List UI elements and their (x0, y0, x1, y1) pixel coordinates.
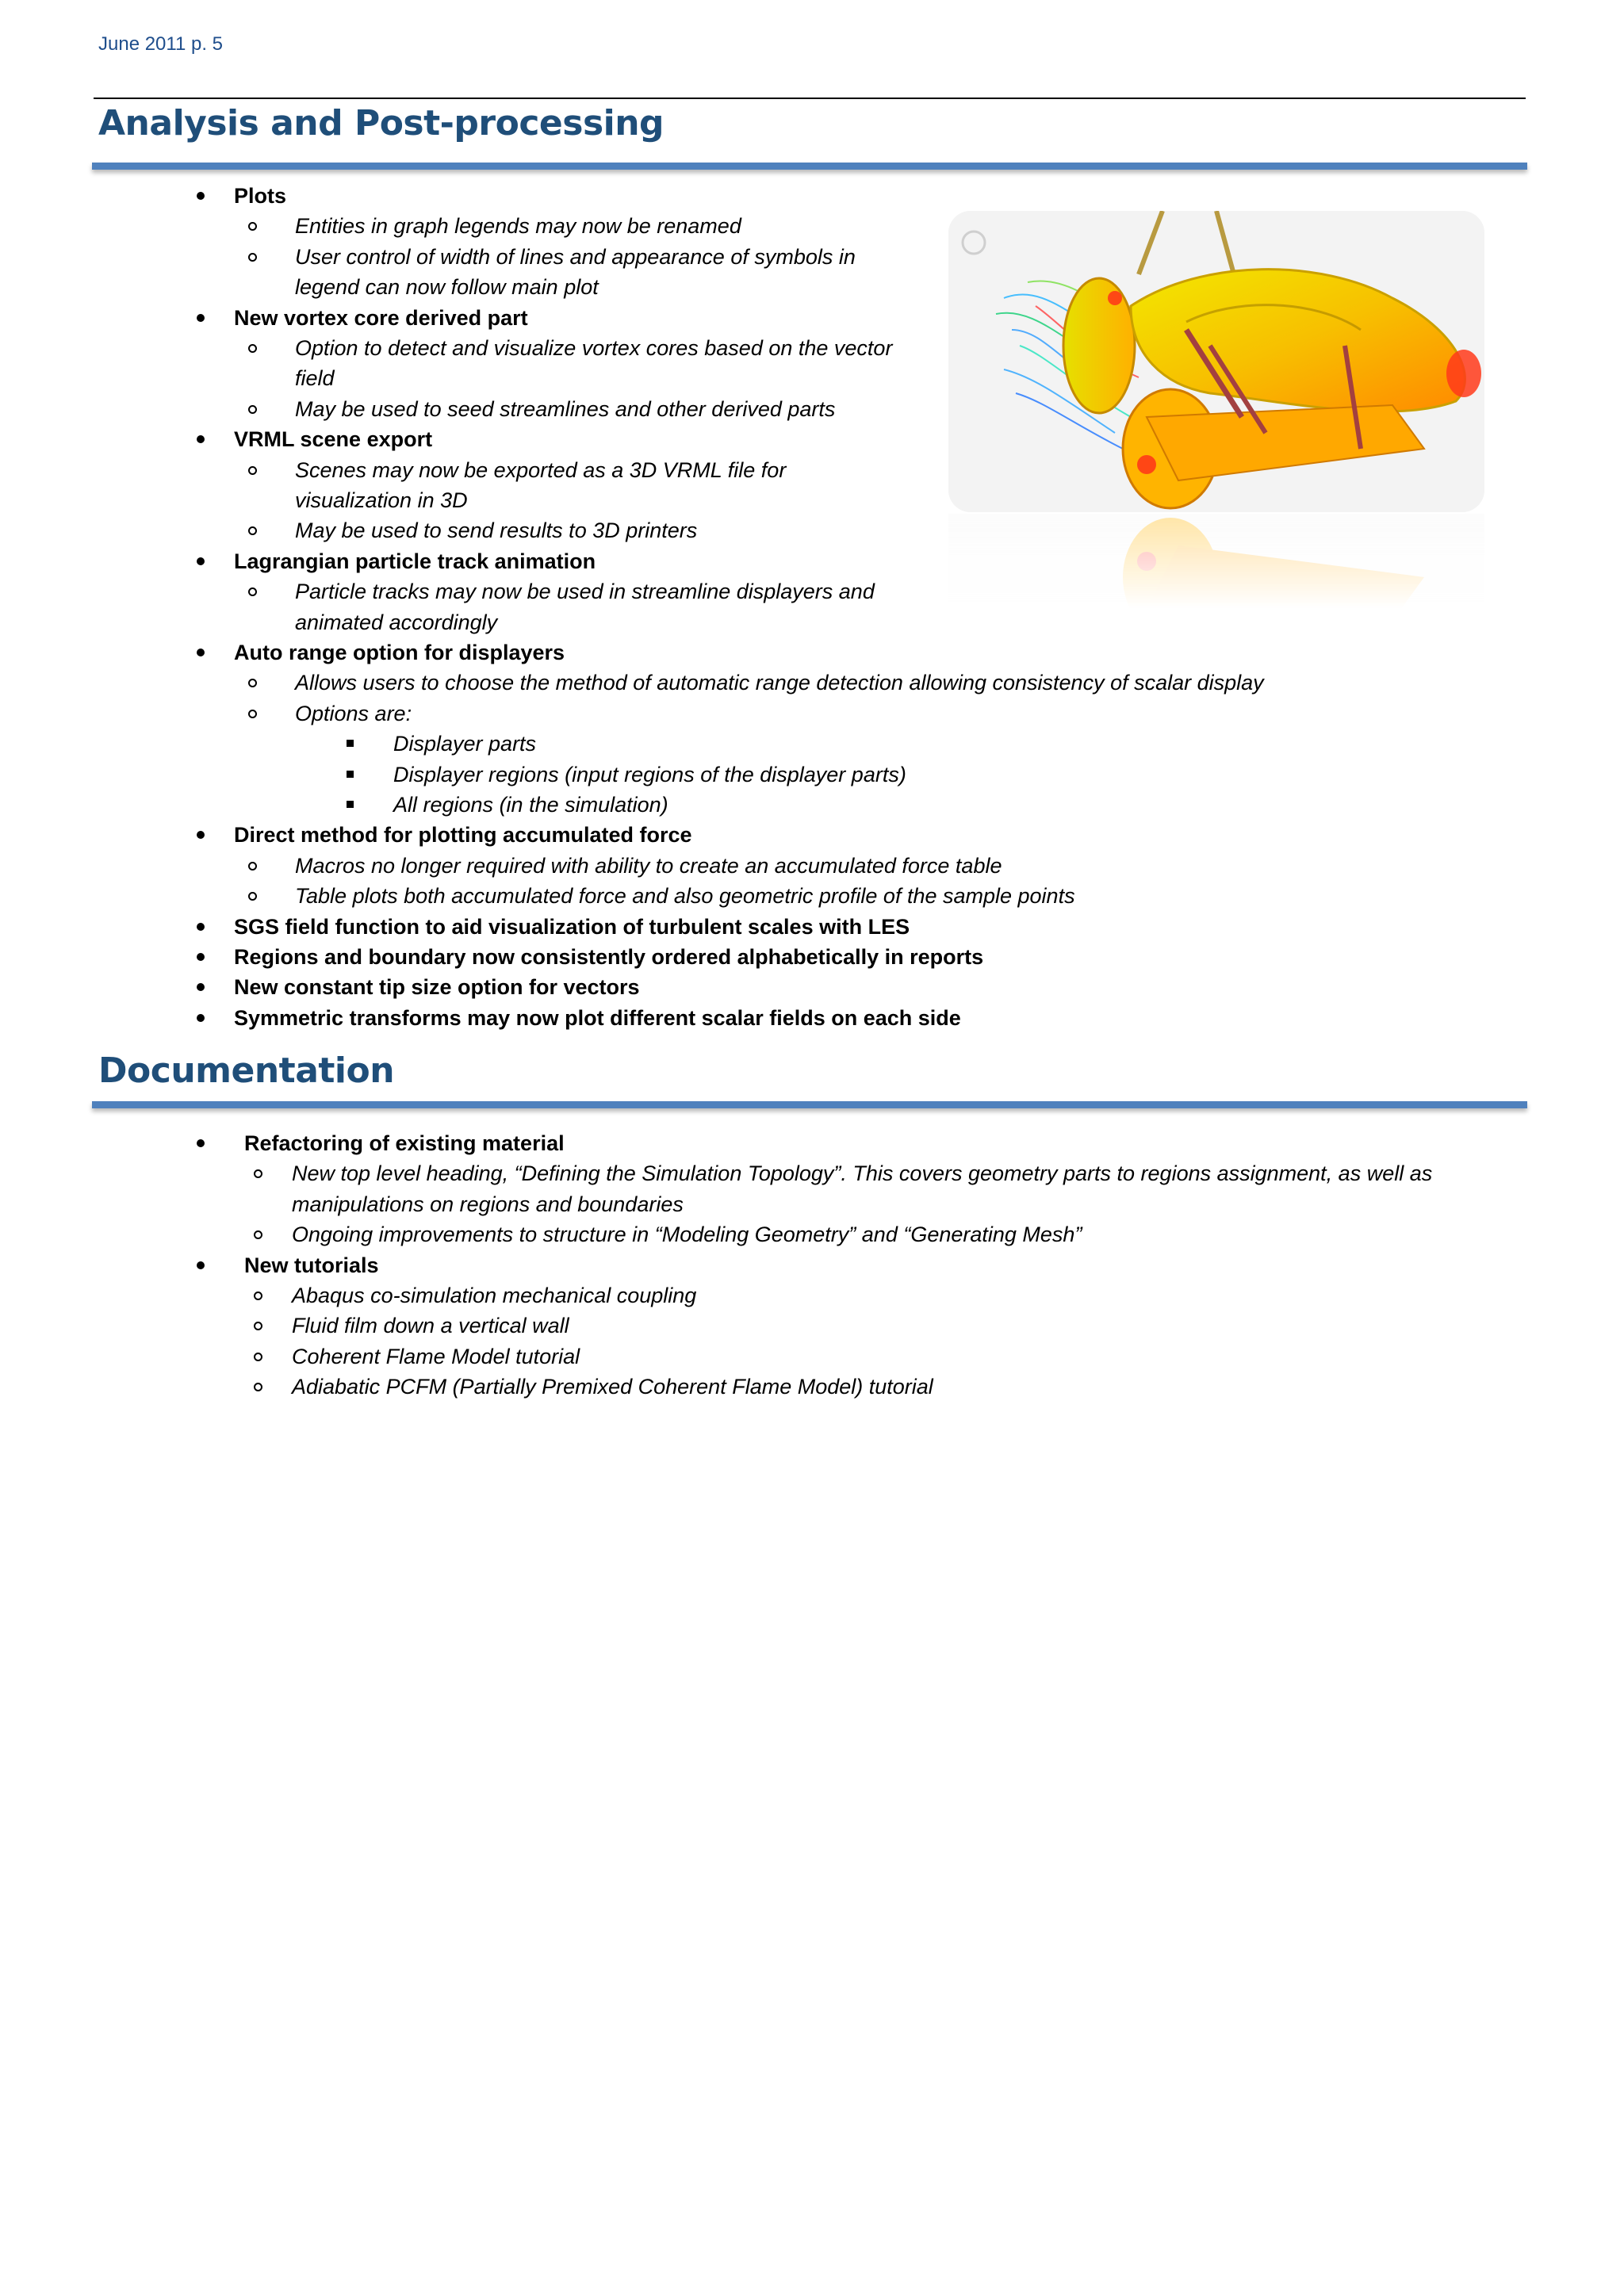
sub-list-item: Option to detect and visualize vortex cores based on the vector (295, 336, 893, 360)
bullet-dot-icon (197, 831, 205, 839)
sub-list-item: Allows users to choose the method of automatic range detection allowing consistency of scalar display (295, 671, 1264, 695)
sub-list-item: legend can now follow main plot (295, 275, 599, 300)
section-title-analysis: Analysis and Post-processing (98, 103, 665, 144)
bullet-dot-icon (197, 314, 205, 322)
bullet-dot-icon (197, 1139, 205, 1147)
sub-list-item: Abaqus co-simulation mechanical coupling (292, 1284, 697, 1307)
bullet-circle-icon (248, 710, 257, 718)
sub-list-item: Coherent Flame Model tutorial (292, 1344, 580, 1368)
bullet-circle-icon (248, 862, 257, 871)
sub-list-item: manipulations on regions and boundaries (292, 1192, 684, 1216)
section-title-documentation: Documentation (98, 1050, 395, 1091)
bullet-circle-icon (248, 466, 257, 475)
bullet-circle-icon (248, 892, 257, 901)
bullet-circle-icon (248, 526, 257, 535)
sub-sub-list-item: All regions (in the simulation) (393, 793, 668, 817)
race-car-graphic (948, 211, 1484, 512)
sub-list-item: New top level heading, “Defining the Simulation Topology”. This covers geometry parts to regions assignment, as well as (292, 1161, 1433, 1186)
header-rule (94, 98, 1526, 99)
list-item: Refactoring of existing material (244, 1131, 565, 1155)
sub-list-item: Scenes may now be exported as a 3D VRML file for (295, 457, 787, 482)
section-bar-documentation (92, 1101, 1527, 1108)
sub-list-item: Macros no longer required with ability to create an accumulated force table (295, 853, 1002, 878)
sub-list-item: Options are: (295, 701, 412, 725)
bullet-square-icon (347, 771, 354, 778)
bullet-circle-icon (248, 587, 257, 596)
bullet-dot-icon (197, 1261, 205, 1269)
sub-list-item: Ongoing improvements to structure in “Modeling Geometry” and “Generating Mesh” (292, 1223, 1082, 1247)
sub-list-item: User control of width of lines and appearance of symbols in (295, 244, 856, 269)
bullet-circle-icon (248, 344, 257, 353)
bullet-circle-icon (254, 1230, 262, 1239)
list-item: SGS field function to aid visualization of turbulent scales with LES (234, 914, 910, 939)
bullet-dot-icon (197, 435, 205, 443)
sub-sub-list-item: Displayer regions (input regions of the displayer parts) (393, 762, 906, 786)
list-item: VRML scene export (234, 427, 433, 452)
bullet-circle-icon (248, 222, 257, 231)
sub-list-item: Fluid film down a vertical wall (292, 1314, 569, 1338)
bullet-dot-icon (197, 1014, 205, 1022)
list-item: Lagrangian particle track animation (234, 549, 596, 573)
bullet-square-icon (347, 740, 354, 747)
list-item: Auto range option for displayers (234, 641, 565, 664)
bullet-circle-icon (254, 1383, 262, 1391)
sub-list-item: animated accordingly (295, 610, 498, 634)
bullet-dot-icon (197, 192, 205, 200)
list-item: Plots (234, 184, 287, 208)
sub-list-item: Table plots both accumulated force and also geometric profile of the sample points (295, 884, 1075, 909)
list-item: New vortex core derived part (234, 305, 528, 330)
list-item: New tutorials (244, 1253, 379, 1277)
bullet-circle-icon (248, 679, 257, 687)
bullet-dot-icon (197, 953, 205, 961)
bullet-dot-icon (197, 983, 205, 991)
bullet-square-icon (347, 801, 354, 808)
bullet-circle-icon (254, 1169, 262, 1178)
bullet-circle-icon (254, 1353, 262, 1361)
cfd-race-car-image (948, 211, 1484, 512)
header-date: June 2011 p. 5 (98, 33, 224, 55)
reflection-graphic (948, 514, 1484, 609)
sub-list-item: visualization in 3D (295, 488, 468, 512)
sub-list-item: Adiabatic PCFM (Partially Premixed Coherent Flame Model) tutorial (292, 1375, 933, 1399)
list-item: Symmetric transforms may now plot different scalar fields on each side (234, 1005, 961, 1030)
sub-sub-list-item: Displayer parts (393, 732, 537, 756)
sub-list-item: Entities in graph legends may now be renamed (295, 214, 741, 239)
bullet-circle-icon (254, 1292, 262, 1300)
bullet-circle-icon (248, 253, 257, 262)
bullet-dot-icon (197, 557, 205, 565)
cfd-image-reflection (948, 514, 1484, 609)
list-item: Direct method for plotting accumulated force (234, 823, 692, 848)
sub-list-item: field (295, 366, 335, 391)
bullet-dot-icon (197, 649, 205, 656)
list-item: Regions and boundary now consistently ordered alphabetically in reports (234, 945, 984, 969)
bullet-circle-icon (248, 405, 257, 414)
sub-list-item: Particle tracks may now be used in streamline displayers and (295, 580, 875, 604)
section-bar-analysis (92, 163, 1527, 170)
bullet-dot-icon (197, 923, 205, 931)
sub-list-item: May be used to seed streamlines and other derived parts (295, 396, 836, 421)
list-item: New constant tip size option for vectors (234, 975, 640, 1000)
sub-list-item: May be used to send results to 3D printers (295, 519, 698, 543)
bullet-circle-icon (254, 1322, 262, 1330)
